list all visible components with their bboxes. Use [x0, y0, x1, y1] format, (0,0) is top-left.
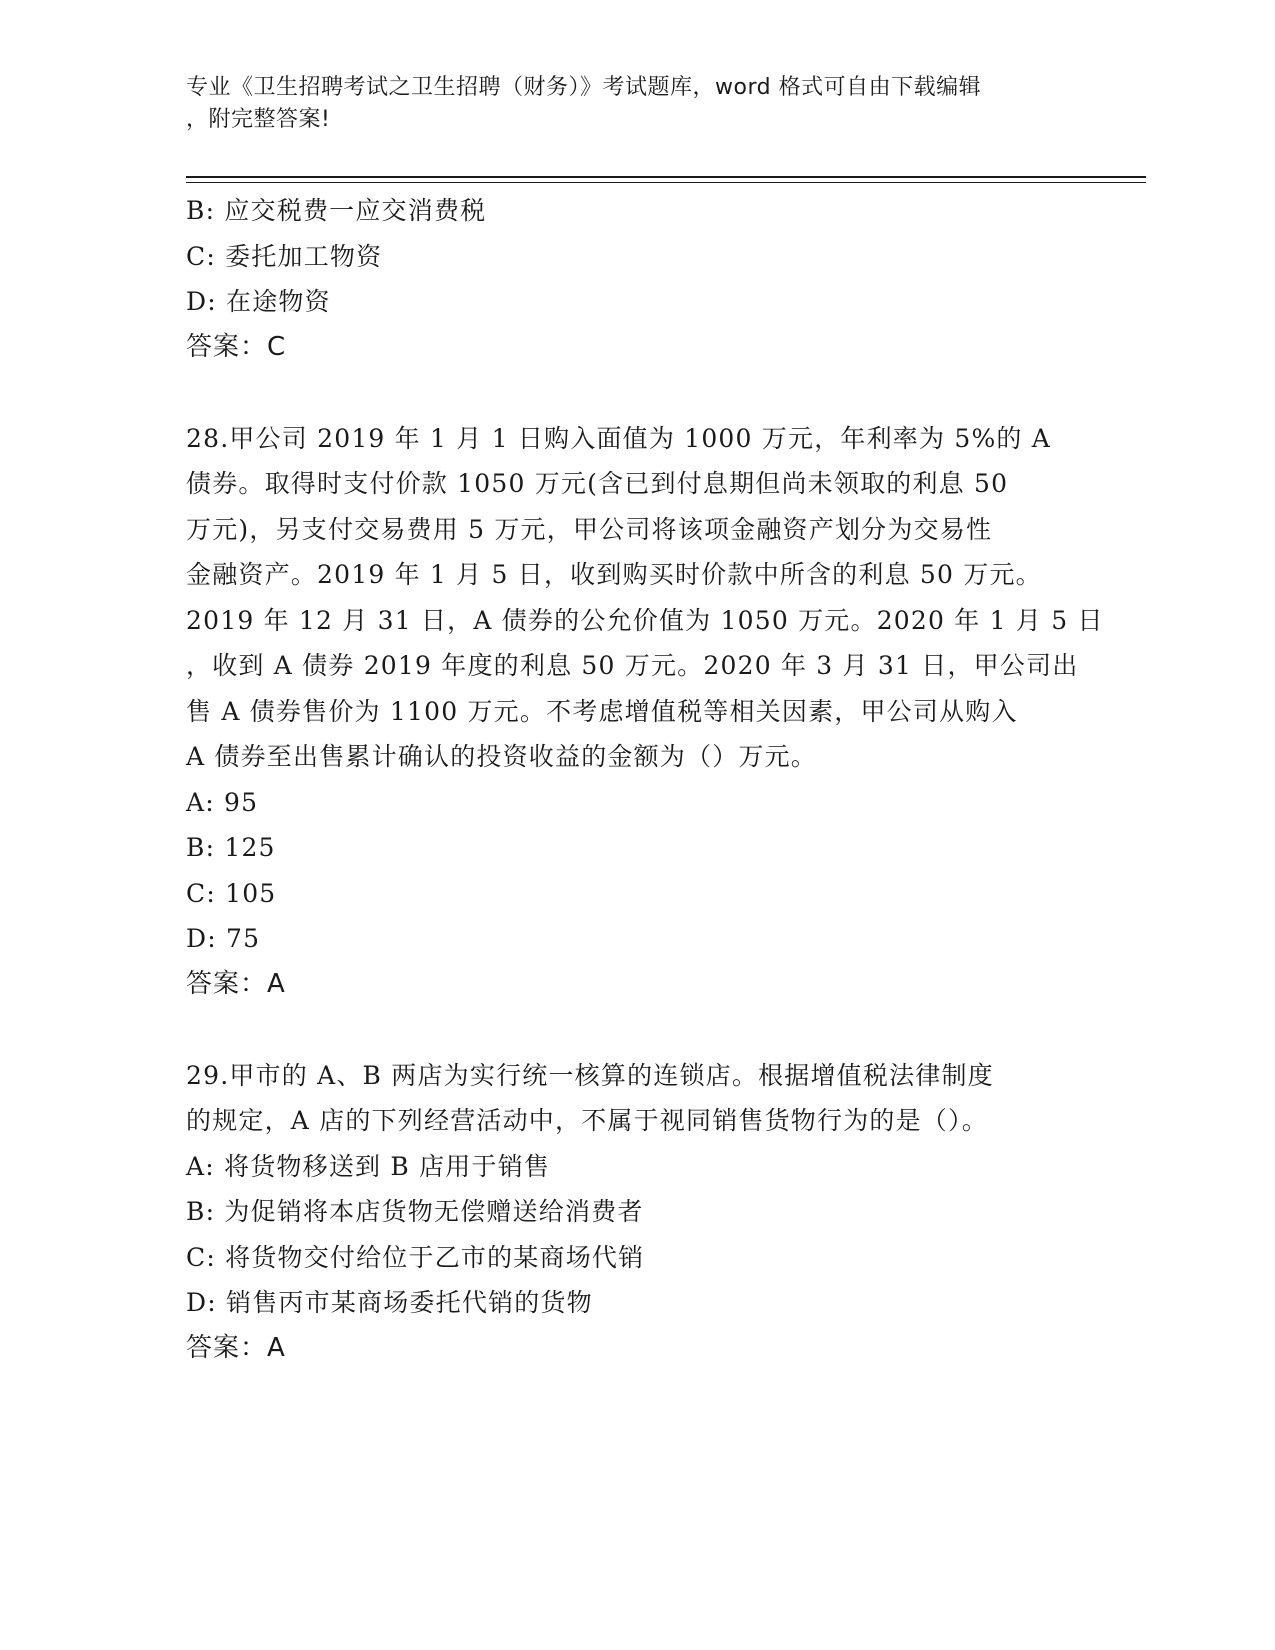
page-header [186, 72, 1066, 136]
header-line-1: 专业《卫生招聘考试之卫生招聘（财务）》考试题库，word 格式可自由下载编辑 [186, 75, 982, 100]
option-a: A: 将货物移送到 B 店用于销售 [186, 1151, 551, 1181]
question-28 [186, 416, 1104, 1008]
question-text-line: 万元)，另支付交易费用 5 万元，甲公司将该项金融资产划分为交易性 [186, 514, 993, 544]
option-c: C: 105 [186, 878, 277, 908]
answer: 答案：A [186, 1332, 286, 1363]
question-text-line: 债券。取得时支付价款 1050 万元(含已到付息期但尚未领取的利息 50 [186, 469, 1009, 498]
option-c: C: 委托加工物资 [186, 241, 383, 271]
header-divider-thin [186, 182, 1146, 183]
question-text-line: 售 A 债券售价为 1100 万元。不考虑增值税等相关因素，甲公司从购入 [186, 696, 1018, 726]
question-text-line: 28.甲公司 2019 年 1 月 1 日购入面值为 1000 万元，年利率为 5%的 A [186, 423, 1052, 453]
question-27 [186, 188, 1086, 370]
question-text-line: ，收到 A 债券 2019 年度的利息 50 万元。2020 年 3 月 31 日，甲公司出 [186, 651, 1079, 680]
spacer [186, 370, 1086, 416]
option-b: B: 为促销将本店货物无偿赠送给消费者 [186, 1197, 644, 1226]
spacer [186, 1007, 1086, 1053]
header-divider-thick [186, 176, 1146, 178]
header-line-2: ，附完整答案! [186, 107, 331, 132]
answer: 答案：A [186, 968, 286, 999]
option-b: B: 125 [186, 833, 276, 862]
option-d: D: 销售丙市某商场委托代销的货物 [186, 1288, 593, 1317]
answer: 答案：C [186, 331, 287, 362]
option-c: C: 将货物交付给位于乙市的某商场代销 [186, 1242, 645, 1272]
question-text-line: 的规定，A 店的下列经营活动中，不属于视同销售货物行为的是（）。 [186, 1106, 988, 1135]
question-text-line: 29.甲市的 A、B 两店为实行统一核算的连锁店。根据增值税法律制度 [186, 1060, 994, 1090]
question-text-line: 2019 年 12 月 31 日，A 债券的公允价值为 1050 万元。2020 年 1 月 5 日 [186, 605, 1104, 635]
question-text-line: 金融资产。2019 年 1 月 5 日，收到购买时价款中所含的利息 50 万元。 [186, 560, 1042, 589]
question-content [186, 188, 1104, 1371]
option-d: D: 75 [186, 924, 261, 953]
question-text-line: A 债券至出售累计确认的投资收益的金额为（）万元。 [186, 742, 818, 771]
question-29 [186, 1053, 1086, 1372]
option-d: D: 在途物资 [186, 287, 331, 316]
option-a: A: 95 [186, 787, 259, 817]
option-b: B: 应交税费一应交消费税 [186, 196, 487, 225]
